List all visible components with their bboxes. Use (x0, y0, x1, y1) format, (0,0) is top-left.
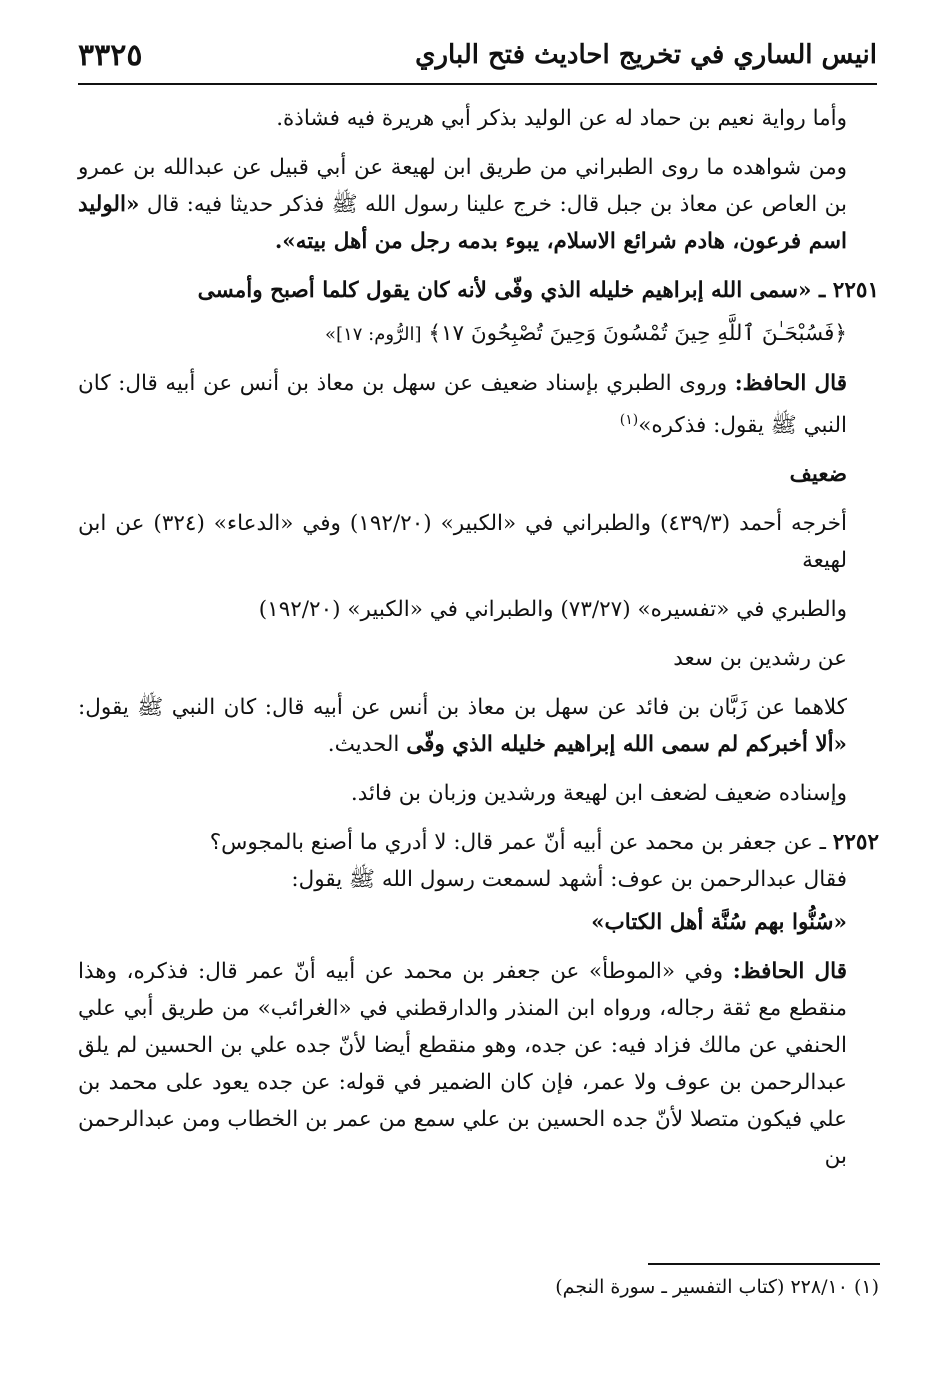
isnad-grading: وإسناده ضعيف لضعف ابن لهيعة ورشدين وزبان بن فائد. (350, 781, 847, 807)
page-header (78, 38, 877, 78)
hadith-2251-quran (78, 315, 879, 353)
footnote: (١) ٢٢٨/١٠ (كتاب التفسير ـ سورة النجم) (555, 1276, 879, 1298)
paragraph-hafiz-2252 (78, 953, 879, 1175)
hadith-2252 (78, 824, 879, 898)
paragraph-1: وأما رواية نعيم بن حماد له عن الوليد بذكر أبي هريرة فيه فشاذة. (276, 106, 847, 131)
header-rule (78, 83, 877, 85)
takhrij-3: عن رشدين بن سعد (673, 646, 847, 672)
quran-reference: [الرُّوم: ١٧]» (325, 324, 422, 345)
footnote-rule (648, 1263, 880, 1265)
hadith-2251 (78, 272, 879, 309)
hafiz-label-2: قال الحافظ: (732, 959, 847, 985)
quran-verse: ﴿فَسُبْحَـٰنَ ٱللَّهِ حِينَ تُمْسُونَ وَحِينَ تُصْبِحُونَ ١٧﴾ (428, 321, 847, 346)
footnote-marker: (١) (619, 412, 639, 428)
grading: ضعيف (789, 462, 847, 488)
main-text (78, 100, 879, 1187)
takhrij-2: والطبري في «تفسيره» (٧٣/٢٧) والطبراني في «الكبير» (١٩٢/٢٠) (258, 597, 847, 623)
hadith-2252-line2: فقال عبدالرحمن بن عوف: أشهد لسمعت رسول الله ﷺ يقول: (291, 867, 847, 893)
takhrij-4-end: الحديث. (327, 732, 400, 758)
takhrij-4 (78, 689, 879, 763)
hafiz-text-2: وفي «الموطأ» عن جعفر بن محمد عن أبيه أنّ عمر قال: فذكره، وهذا منقطع مع ثقة رجاله، ورواه ابن المنذر والدارقطني في «الغرائب» من طريق أبي علي الحنفي عن مالك فزاد فيه: عن جده، وهو منقطع أيضا لأنّ جده علي بن الحسين لم يلق عبدالرحمن بن عوف ولا عمر، فإن كان الضمير في قوله: عن جده يعود على محمد بن علي فيكون متصلا لأنّ جده الحسين بن علي سمع من عمر بن الخطاب ومن عبدالرحمن بن (78, 959, 847, 1170)
running-title: انيس الساري في تخريج احاديث فتح الباري (415, 40, 877, 70)
paragraph-2 (78, 149, 879, 260)
takhrij-4-text: كلاهما عن زَبَّان بن فائد عن سهل بن معاذ بن أنس عن أبيه قال: كان النبي ﷺ يقول: (78, 695, 847, 721)
paragraph-hafiz-2251 (78, 365, 879, 444)
hadith-2252-text: ـ عن جعفر بن محمد عن أبيه أنّ عمر قال: لا أدري ما أصنع بالمجوس؟ (209, 830, 826, 856)
hadith-quote-ibrahim: «ألا أخبركم لم سمى الله إبراهيم خليله الذي وفّى (406, 732, 847, 758)
hadith-2251-text: «سمى الله إبراهيم خليله الذي وفّى لأنه كان يقول كلما أصبح وأمسى (197, 278, 812, 303)
hafiz-text: وروى الطبري بإسناد ضعيف عن سهل بن معاذ بن أنس عن أبيه قال: كان النبي ﷺ يقول: فذكره» (78, 371, 847, 439)
hadith-quote-walid: «الوليد اسم فرعون، هادم شرائع الاسلام، يبوء بدمه رجل من أهل بيته». (78, 192, 847, 254)
page-number: ٣٣٢٥ (78, 38, 143, 73)
paragraph-2-text: ومن شواهده ما روى الطبراني من طريق ابن لهيعة عن أبي قبيل عن عبدالله بن عمرو بن العاص عن معاذ بن جبل قال: خرج علينا رسول الله ﷺ فذكر حديثا فيه: قال (78, 155, 847, 217)
hafiz-label: قال الحافظ: (734, 371, 847, 396)
takhrij-1: أخرجه أحمد (٤٣٩/٣) والطبراني في «الكبير» (١٩٢/٢٠) وفي «الدعاء» (٣٢٤) عن ابن لهيعة (78, 511, 848, 574)
hadith-2252-number: ٢٢٥٢ (832, 830, 879, 856)
hadith-2252-quote: «سُنُّوا بهم سُنَّة أهل الكتاب» (591, 910, 847, 936)
hadith-2251-number: ٢٢٥١ ـ (819, 278, 879, 303)
